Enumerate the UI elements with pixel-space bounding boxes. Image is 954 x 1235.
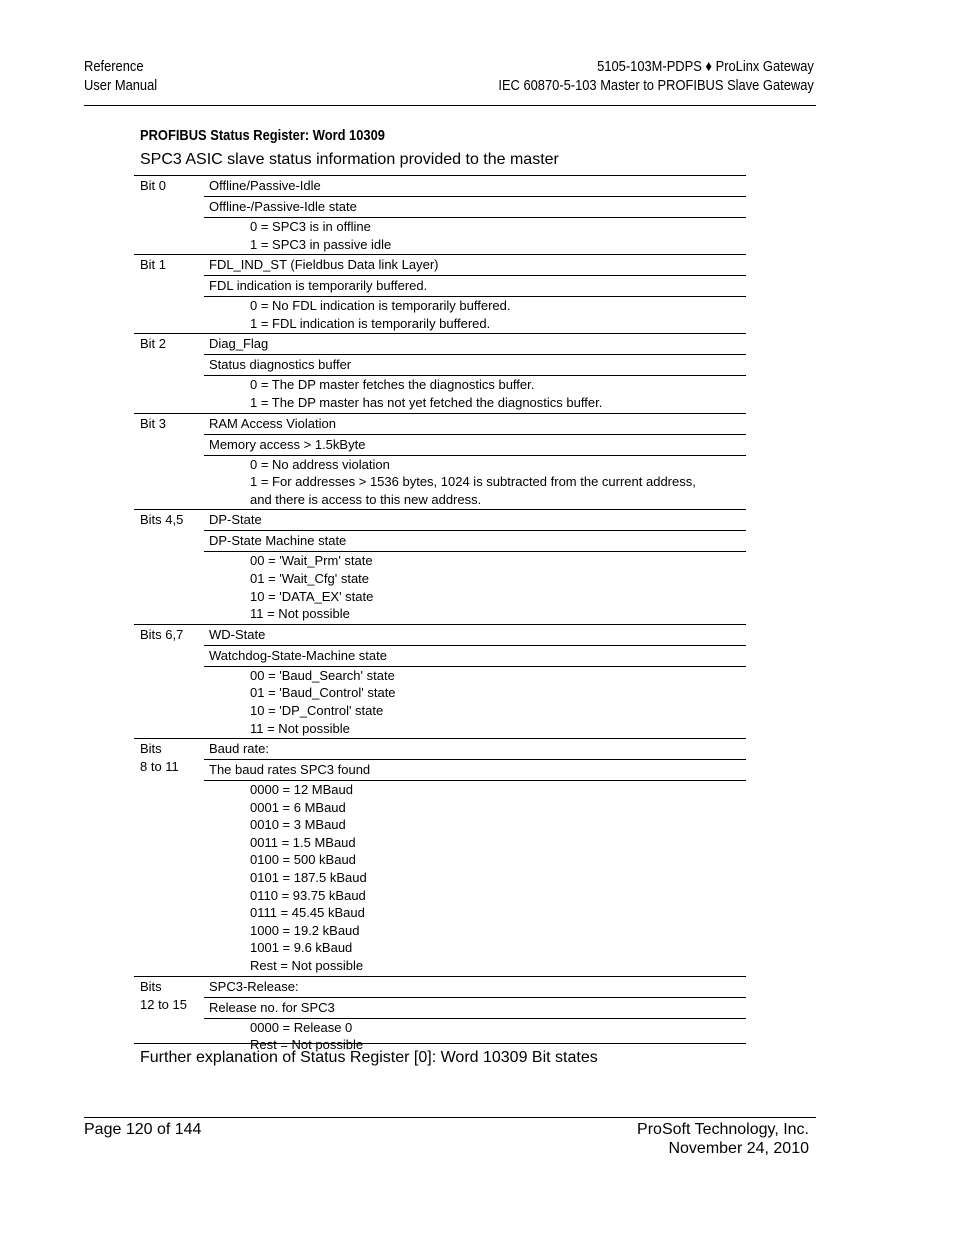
field-description: The baud rates SPC3 found (204, 760, 746, 781)
header-divider (84, 105, 816, 106)
value-line: 0010 = 3 MBaud (250, 817, 346, 833)
field-name: Baud rate: (204, 739, 746, 760)
value-line: 00 = 'Baud_Search' state (250, 667, 395, 683)
value-line: 0111 = 45.45 kBaud (250, 905, 365, 921)
header-product-name: 5105-103M-PDPS ♦ ProLinx Gateway (597, 58, 814, 75)
table-row (134, 510, 746, 531)
field-name: SPC3-Release: (204, 976, 746, 997)
field-description: Offline-/Passive-Idle state (204, 197, 746, 218)
value-line: 0 = SPC3 is in offline (250, 219, 371, 234)
field-description: FDL indication is temporarily buffered. (204, 276, 746, 297)
value-line: 0000 = Release 0 (250, 1019, 353, 1035)
table-row (134, 645, 746, 666)
value-line: and there is access to this new address. (250, 491, 482, 507)
table-row (134, 666, 746, 738)
page-header-left (84, 57, 157, 95)
table-caption: Further explanation of Status Register [0]: Word 10309 Bit states (140, 1049, 598, 1066)
table-row (134, 976, 746, 997)
bit-label-cell (134, 739, 204, 977)
field-description: Watchdog-State-Machine state (204, 645, 746, 666)
header-manual-name: User Manual (84, 77, 158, 94)
value-line: 1 = For addresses > 1536 bytes, 1024 is subtracted from the current address, (250, 474, 696, 490)
value-line: 11 = Not possible (250, 720, 350, 736)
field-values (204, 666, 746, 738)
bit-label-cell (134, 413, 204, 510)
bit-label: Bit 3 (140, 415, 167, 431)
table-row (134, 455, 746, 510)
table-row (134, 997, 746, 1018)
field-name: FDL_IND_ST (Fieldbus Data link Layer) (204, 255, 746, 276)
value-line: 1 = FDL indication is temporarily buffered. (250, 315, 491, 331)
field-name: WD-State (204, 624, 746, 645)
table-bottom-border (134, 1043, 746, 1044)
value-line: 01 = 'Baud_Control' state (250, 685, 396, 701)
value-line: 0 = No address violation (250, 456, 390, 472)
value-line: 00 = 'Wait_Prm' state (250, 553, 373, 569)
header-product-description: IEC 60870-5-103 Master to PROFIBUS Slave Gateway (498, 77, 814, 94)
bit-label: Bits 12 to 15 (140, 978, 187, 1012)
section-title: PROFIBUS Status Register: Word 10309 (140, 127, 385, 144)
table-row (134, 255, 746, 276)
field-values (204, 218, 746, 255)
table-row (134, 376, 746, 413)
bit-label: Bits 8 to 11 (140, 741, 179, 775)
footer-date: November 24, 2010 (668, 1140, 809, 1157)
bit-label: Bit 2 (140, 336, 167, 352)
bit-label: Bit 0 (140, 178, 167, 193)
value-line: 1 = The DP master has not yet fetched the diagnostics buffer. (250, 394, 603, 410)
value-line: 1000 = 19.2 kBaud (250, 922, 360, 938)
bit-label: Bits 4,5 (140, 512, 184, 528)
field-values (204, 455, 746, 510)
table-row (134, 276, 746, 297)
table-row (134, 552, 746, 624)
value-line: 10 = 'DATA_EX' state (250, 588, 374, 604)
field-name: DP-State (204, 510, 746, 531)
field-description: DP-State Machine state (204, 531, 746, 552)
field-name: Offline/Passive-Idle (204, 176, 746, 197)
value-line: 0 = The DP master fetches the diagnostics buffer. (250, 377, 535, 393)
table-row (134, 624, 746, 645)
value-line: 01 = 'Wait_Cfg' state (250, 570, 370, 586)
value-line: 10 = 'DP_Control' state (250, 702, 384, 718)
table-row (134, 176, 746, 197)
field-description: Status diagnostics buffer (204, 355, 746, 376)
value-line: Rest = Not possible (250, 1037, 364, 1053)
value-line: 0001 = 6 MBaud (250, 799, 346, 815)
table-row (134, 334, 746, 355)
footer-divider (84, 1117, 816, 1118)
section-subtitle: SPC3 ASIC slave status information provided to the master (140, 151, 559, 168)
value-line: 0000 = 12 MBaud (250, 782, 353, 798)
footer-right (637, 1120, 809, 1158)
value-line: 0110 = 93.75 kBaud (250, 887, 366, 903)
field-description: Release no. for SPC3 (204, 997, 746, 1018)
field-name: RAM Access Violation (204, 413, 746, 434)
header-section-name: Reference (84, 58, 144, 75)
bit-label: Bits 6,7 (140, 626, 184, 642)
value-line: 0 = No FDL indication is temporarily buffered. (250, 298, 511, 314)
page-header-right (499, 57, 814, 95)
value-line: 0101 = 187.5 kBaud (250, 870, 367, 886)
table-row (134, 739, 746, 760)
table-row (134, 355, 746, 376)
table-row (134, 197, 746, 218)
value-line: 1 = SPC3 in passive idle (250, 236, 392, 252)
table-row (134, 781, 746, 977)
field-description: Memory access > 1.5kByte (204, 434, 746, 455)
value-line: 11 = Not possible (250, 606, 350, 622)
status-register-table (134, 175, 746, 1055)
bit-label-cell (134, 624, 204, 738)
field-values (204, 552, 746, 624)
table-row (134, 434, 746, 455)
bit-label-cell (134, 334, 204, 413)
field-values (204, 781, 746, 977)
footer-company: ProSoft Technology, Inc. (637, 1121, 809, 1138)
value-line: 1001 = 9.6 kBaud (250, 940, 353, 956)
field-name: Diag_Flag (204, 334, 746, 355)
bit-label-cell (134, 176, 204, 255)
value-line: 0011 = 1.5 MBaud (250, 834, 356, 850)
table-row (134, 218, 746, 255)
bit-label-cell (134, 255, 204, 334)
table-row (134, 297, 746, 334)
value-line: 0100 = 500 kBaud (250, 852, 356, 868)
footer-page-number: Page 120 of 144 (84, 1121, 202, 1138)
table-row (134, 413, 746, 434)
value-line: Rest = Not possible (250, 958, 364, 974)
bit-label: Bit 1 (140, 257, 167, 273)
table-row (134, 531, 746, 552)
table-row (134, 760, 746, 781)
field-values (204, 297, 746, 334)
bit-label-cell (134, 510, 204, 624)
field-values (204, 376, 746, 413)
